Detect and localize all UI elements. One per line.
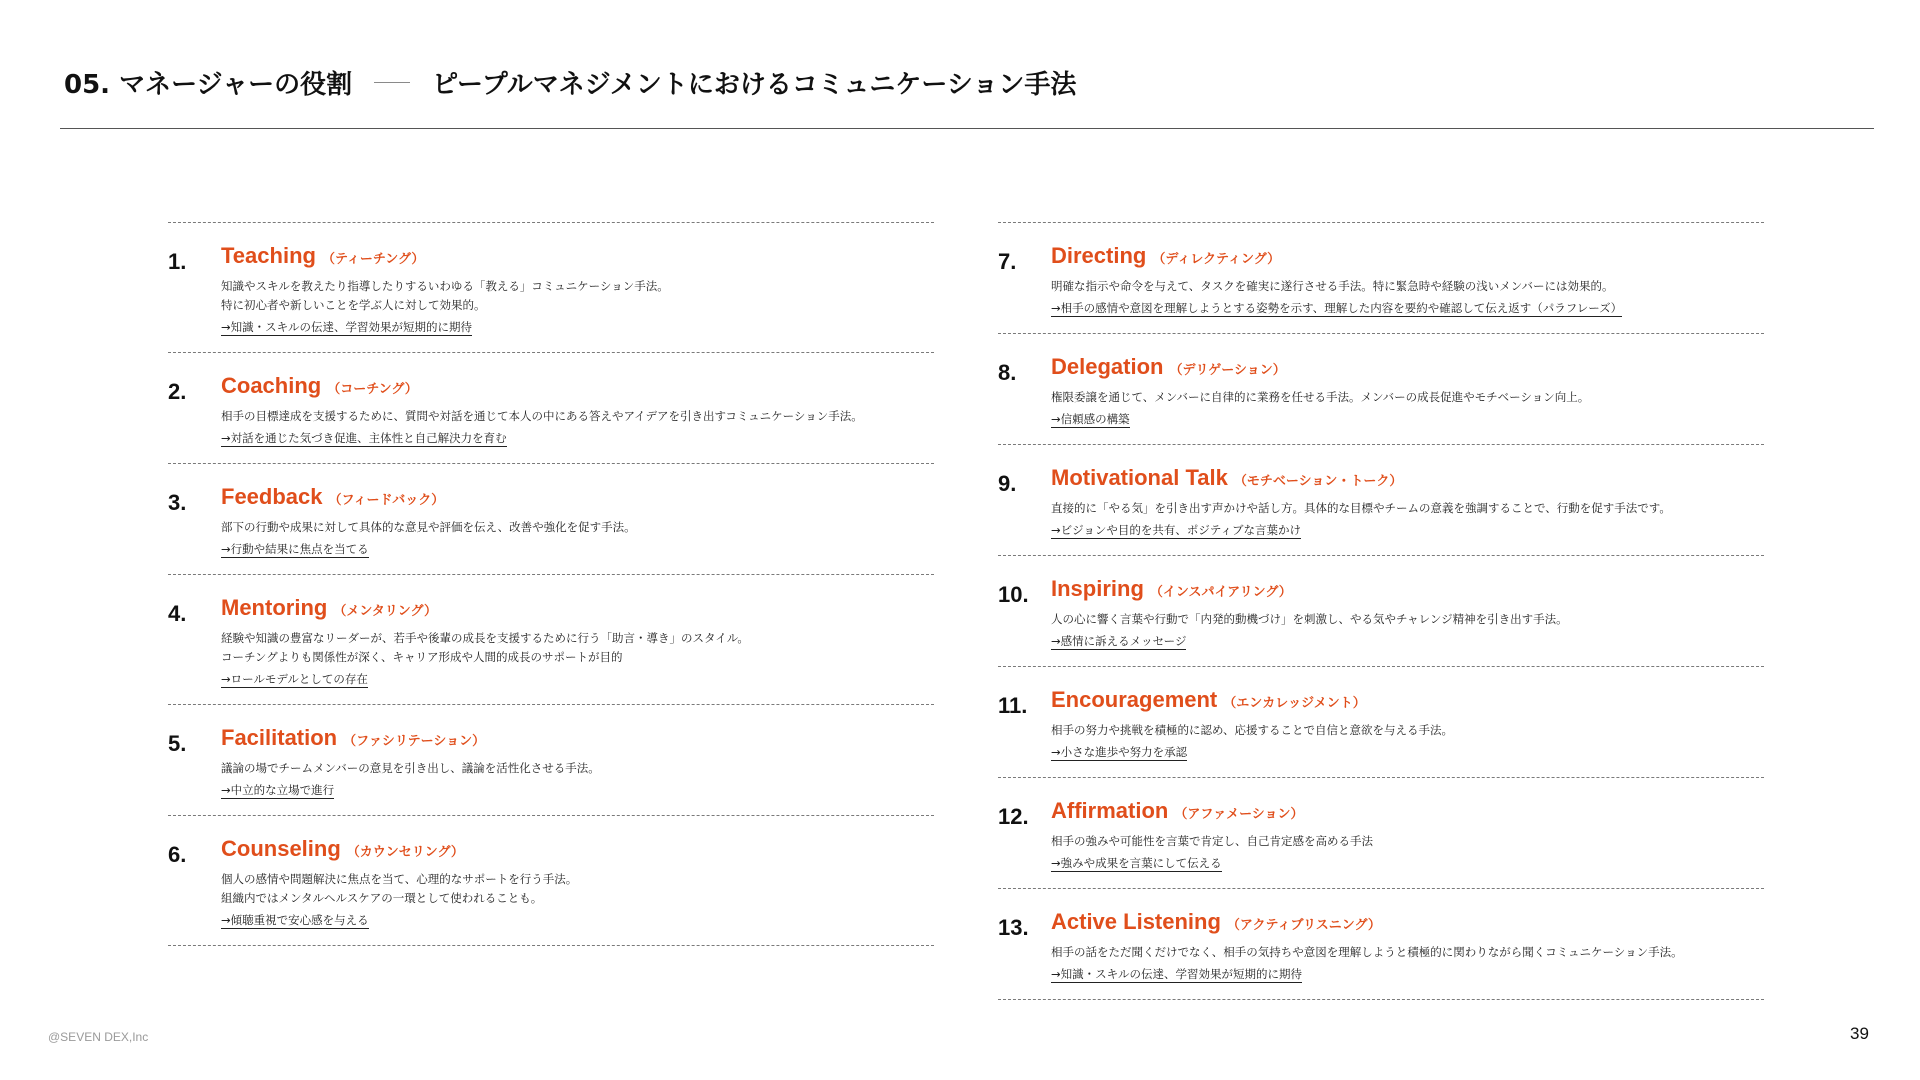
item-title: Delegation	[1051, 354, 1164, 379]
item-description: 直接的に「やる気」を引き出す声かけや話し方。具体的な目標やチームの意義を強調することで、行動を促す手法です。	[1051, 501, 1671, 515]
method-item-inspiring	[998, 555, 1764, 666]
item-description: 組織内ではメンタルヘルスケアの一環として使われることも。	[221, 891, 543, 905]
item-title: Directing	[1051, 243, 1147, 268]
item-number: 10.	[998, 582, 1029, 607]
item-kana: （アクティブリスニング）	[1226, 918, 1381, 933]
item-note: →知識・スキルの伝達、学習効果が短期的に期待	[221, 320, 473, 334]
method-item-motivational-talk	[998, 444, 1764, 555]
item-description: 相手の強みや可能性を言葉で肯定し、自己肯定感を高める手法	[1051, 834, 1373, 848]
item-note: →信頼感の構築	[1051, 412, 1130, 426]
item-number: 9.	[998, 471, 1017, 496]
item-description: 知識やスキルを教えたり指導したりするいわゆる「教える」コミュニケーション手法。	[221, 279, 669, 293]
item-title: Teaching	[221, 243, 316, 268]
item-note: →傾聴重視で安心感を与える	[221, 913, 369, 927]
item-note: →相手の感情や意図を理解しようとする姿勢を示す、理解した内容を要約や確認して伝え返す（パラフレーズ）	[1051, 301, 1623, 315]
item-description: 個人の感情や問題解決に焦点を当て、心理的なサポートを行う手法。	[221, 872, 578, 886]
item-note: →中立的な立場で進行	[221, 783, 335, 797]
item-note: →ビジョンや目的を共有、ポジティブな言葉かけ	[1051, 523, 1301, 537]
item-title: Motivational Talk	[1051, 465, 1228, 490]
item-title: Inspiring	[1051, 576, 1144, 601]
item-description: 権限委譲を通じて、メンバーに自律的に業務を任せる手法。メンバーの成長促進やモチベーション向上。	[1051, 390, 1590, 404]
item-title: Feedback	[221, 484, 323, 509]
item-note: →感情に訴えるメッセージ	[1051, 634, 1187, 648]
item-note: →対話を通じた気づき促進、主体性と自己解決力を育む	[221, 431, 507, 445]
item-kana: （ファシリテーション）	[343, 734, 486, 749]
item-note: →ロールモデルとしての存在	[221, 672, 368, 686]
item-kana: （エンカレッジメント）	[1223, 696, 1366, 711]
item-description: コーチングよりも関係性が深く、キャリア形成や人間的成長のサポートが目的	[221, 650, 623, 664]
item-description: 相手の努力や挑戦を積極的に認め、応援することで自信と意欲を与える手法。	[1051, 723, 1454, 737]
item-kana: （モチベーション・トーク）	[1233, 474, 1403, 489]
item-number: 3.	[168, 490, 187, 515]
method-item-feedback	[168, 463, 934, 574]
section-title: 05. マネージャーの役割	[64, 69, 353, 100]
method-item-directing	[998, 222, 1764, 333]
method-item-delegation	[998, 333, 1764, 444]
left-column	[168, 222, 934, 946]
item-note: →知識・スキルの伝達、学習効果が短期的に期待	[1051, 967, 1303, 981]
item-title: Encouragement	[1051, 687, 1218, 712]
method-item-affirmation	[998, 777, 1764, 888]
header-divider	[60, 128, 1874, 129]
method-item-active-listening	[998, 888, 1764, 1000]
method-item-mentoring	[168, 574, 934, 704]
item-description: 経験や知識の豊富なリーダーが、若手や後輩の成長を支援するために行う「助言・導き」のスタイル。	[221, 631, 749, 645]
item-number: 6.	[168, 842, 187, 867]
item-number: 13.	[998, 915, 1029, 940]
item-kana: （ディレクティング）	[1152, 252, 1281, 267]
item-kana: （インスパイアリング）	[1149, 585, 1292, 600]
item-number: 7.	[998, 249, 1017, 274]
item-note: →強みや成果を言葉にして伝える	[1051, 856, 1222, 870]
item-kana: （フィードバック）	[328, 493, 445, 508]
item-title: Affirmation	[1051, 798, 1169, 823]
item-note: →行動や結果に焦点を当てる	[221, 542, 369, 556]
item-title: Facilitation	[221, 725, 338, 750]
item-kana: （カウンセリング）	[346, 845, 464, 860]
item-title: Active Listening	[1051, 909, 1221, 934]
item-number: 2.	[168, 379, 187, 404]
item-title: Counseling	[221, 836, 341, 861]
page-title: ピープルマネジメントにおけるコミュニケーション手法	[432, 69, 1077, 100]
item-title: Mentoring	[221, 595, 328, 620]
item-description: 議論の場でチームメンバーの意見を引き出し、議論を活性化させる手法。	[221, 761, 600, 775]
item-description: 人の心に響く言葉や行動で「内発的動機づけ」を刺激し、やる気やチャレンジ精神を引き出す手法。	[1051, 612, 1568, 626]
title-separator	[374, 82, 410, 83]
item-number: 4.	[168, 601, 187, 626]
page-number: 39	[1850, 1024, 1869, 1043]
method-item-coaching	[168, 352, 934, 463]
item-number: 8.	[998, 360, 1017, 385]
item-kana: （ティーチング）	[321, 252, 425, 267]
item-kana: （デリゲーション）	[1169, 363, 1286, 378]
item-description: 特に初心者や新しいことを学ぶ人に対して効果的。	[221, 298, 486, 312]
method-item-facilitation	[168, 704, 934, 815]
item-description: 相手の話をただ聞くだけでなく、相手の気持ちや意図を理解しようと積極的に関わりながら聞くコミュニケーション手法。	[1051, 945, 1683, 959]
item-kana: （コーチング）	[327, 382, 418, 397]
right-column	[998, 222, 1764, 1000]
copyright-text: @SEVEN DEX,Inc	[48, 1030, 149, 1044]
page-header	[64, 62, 1076, 102]
method-item-teaching	[168, 222, 934, 352]
item-number: 1.	[168, 249, 187, 274]
method-item-encouragement	[998, 666, 1764, 777]
item-kana: （メンタリング）	[333, 604, 437, 619]
item-kana: （アファメーション）	[1174, 807, 1304, 822]
item-number: 11.	[998, 693, 1028, 718]
item-note: →小さな進歩や努力を承認	[1051, 745, 1188, 759]
item-title: Coaching	[221, 373, 322, 398]
item-description: 相手の目標達成を支援するために、質問や対話を通じて本人の中にある答えやアイデアを引き出すコミュニケーション手法。	[221, 409, 863, 423]
item-description: 部下の行動や成果に対して具体的な意見や評価を伝え、改善や強化を促す手法。	[221, 520, 636, 534]
method-item-counseling	[168, 815, 934, 946]
item-number: 5.	[168, 731, 187, 756]
item-number: 12.	[998, 804, 1029, 829]
item-description: 明確な指示や命令を与えて、タスクを確実に遂行させる手法。特に緊急時や経験の浅いメンバーには効果的。	[1051, 279, 1614, 293]
